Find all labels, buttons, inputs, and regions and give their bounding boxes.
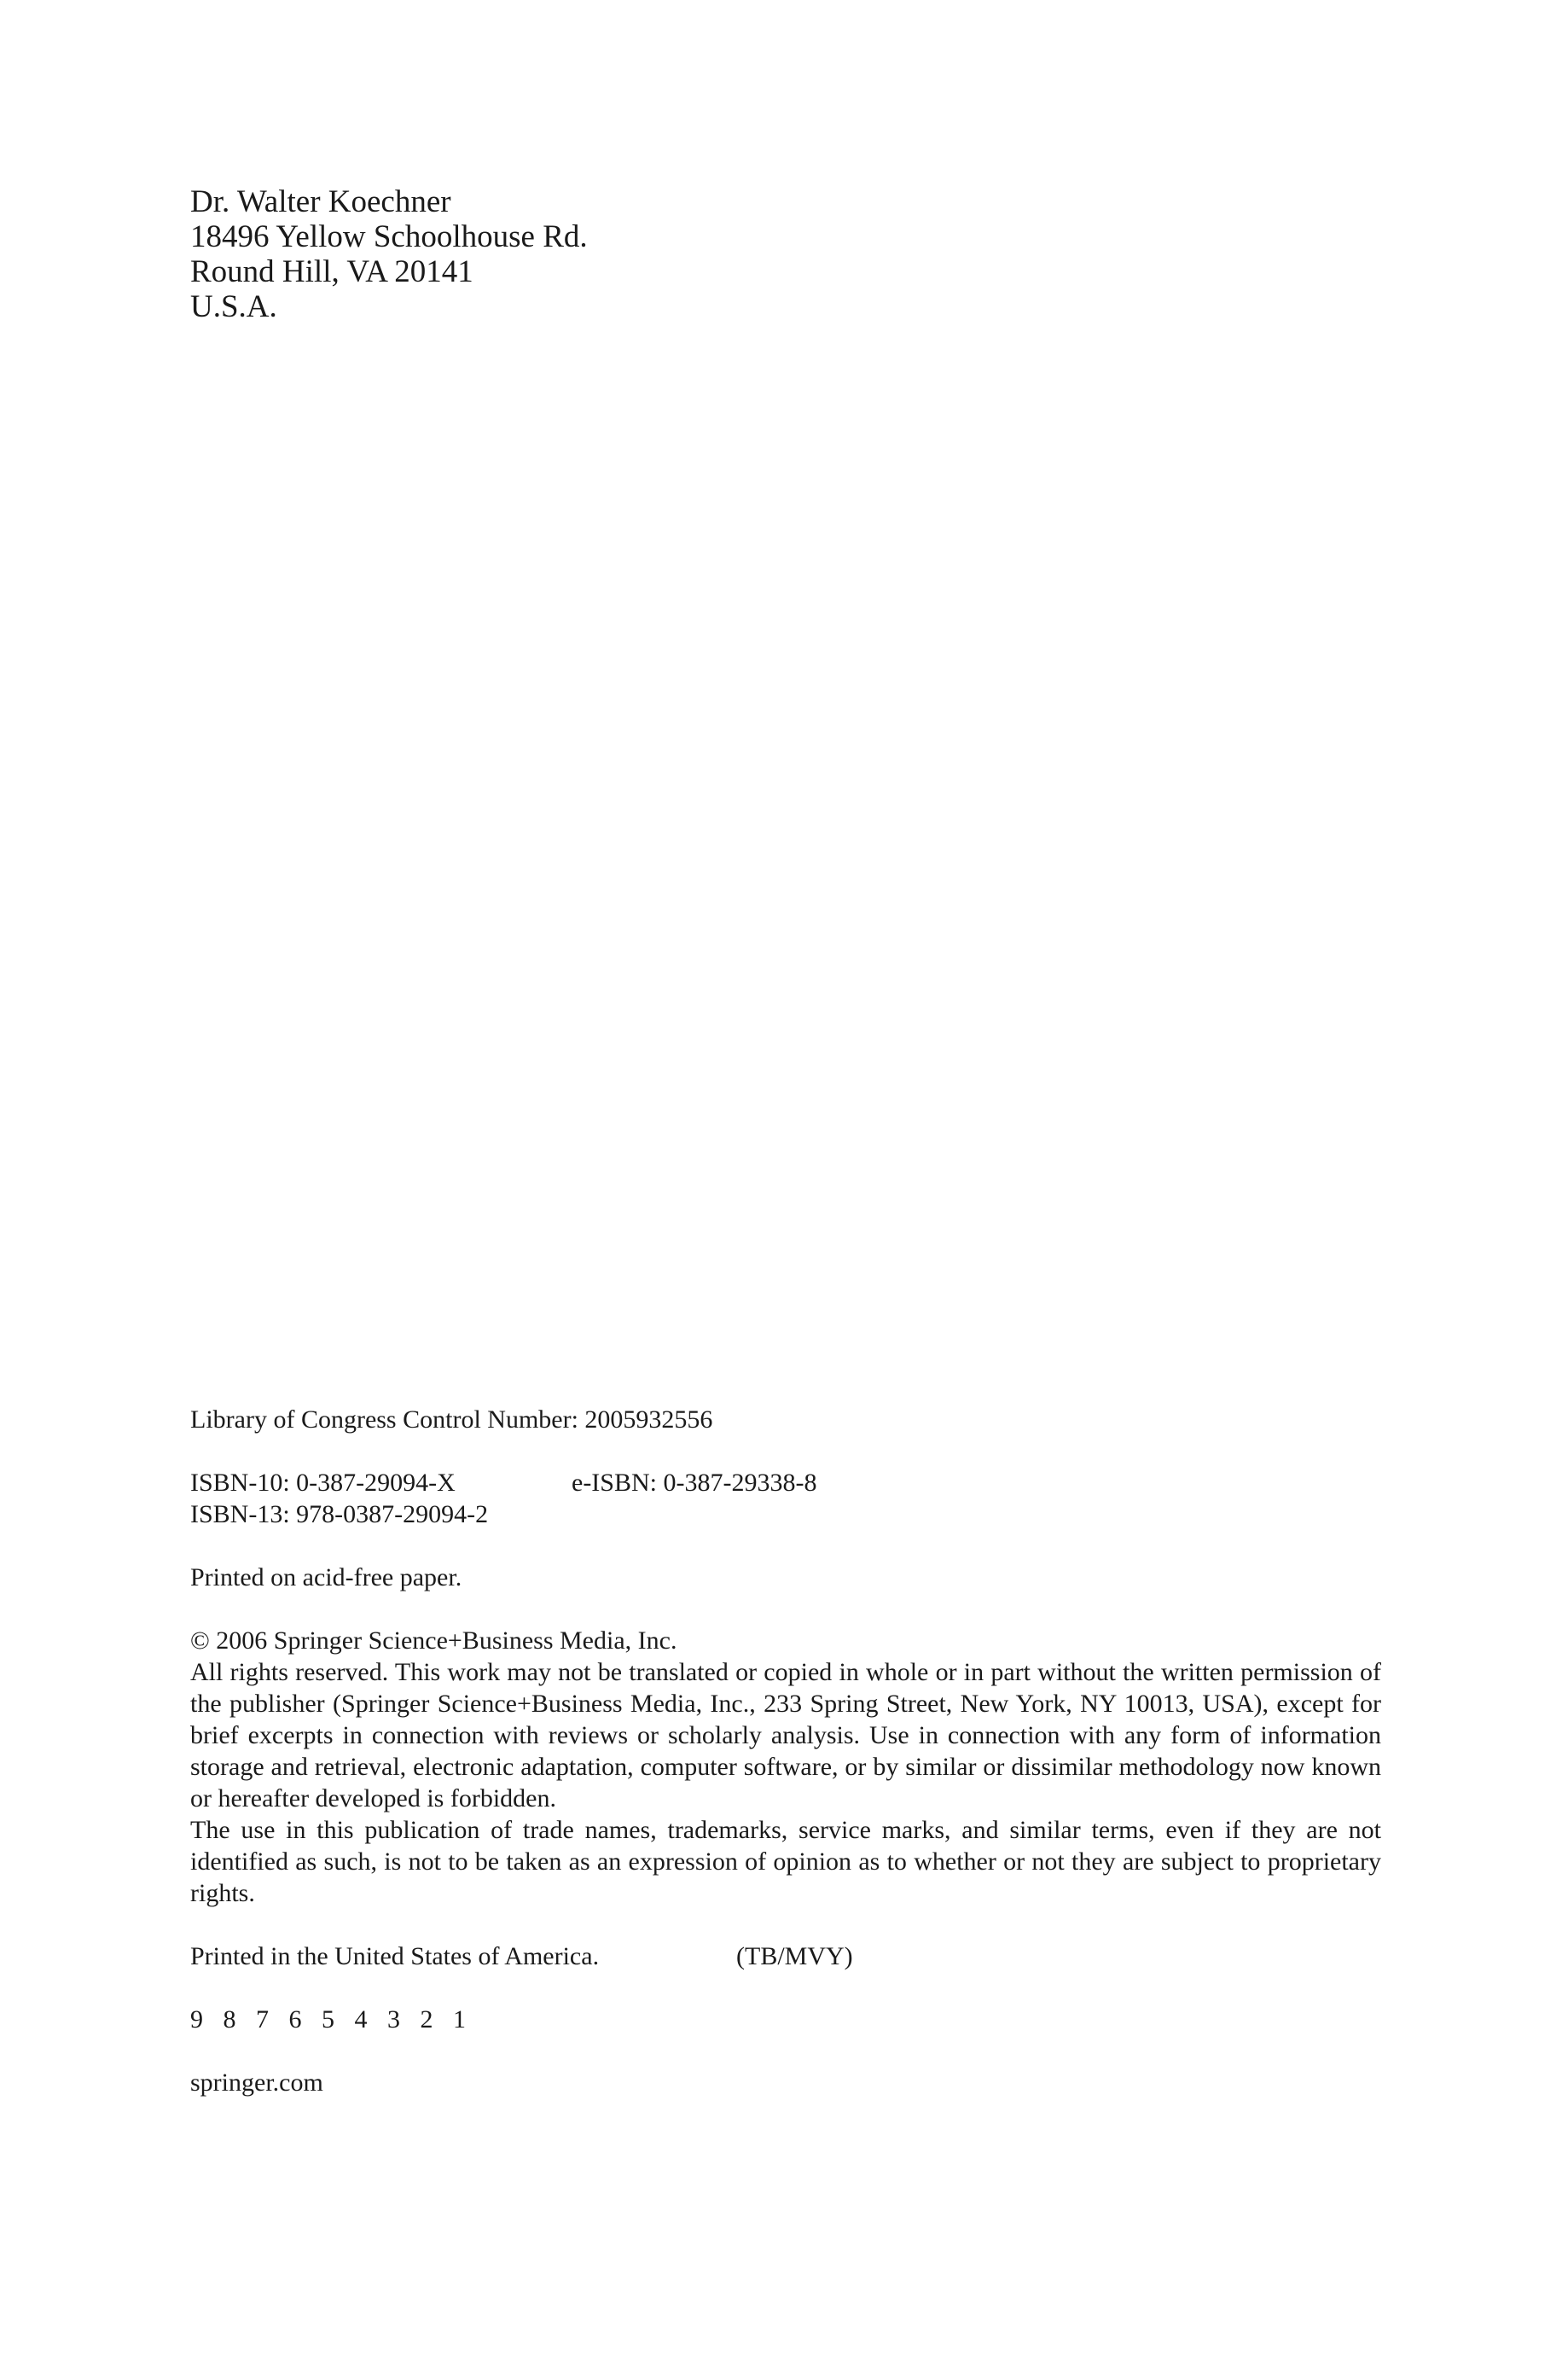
lccn-line: Library of Congress Control Number: 2005932556	[190, 1405, 713, 1434]
address-country: U.S.A.	[190, 289, 277, 324]
eisbn: e-ISBN: 0-387-29338-8	[572, 1469, 817, 1497]
rights-paragraph: All rights reserved. This work may not be translated or copied in whole or in part without the written permission of the publisher (Springer Science+Business Media, Inc., 233 Spring Street, New York, NY 10013, USA), except for brief excerpts in connection with reviews or scholarly analysis. Use in connection with any form of information storage and retrieval, electronic adaptation, computer software, or by similar or dissimilar methodology now known or hereafter developed is forbidden.	[190, 1658, 1381, 1812]
address-street: 18496 Yellow Schoolhouse Rd.	[190, 219, 588, 254]
imprint-block	[190, 1404, 1385, 2098]
paper-note: Printed on acid-free paper.	[190, 1563, 462, 1591]
isbn10: ISBN-10: 0-387-29094-X	[190, 1469, 456, 1497]
trademarks-paragraph: The use in this publication of trade names, trademarks, service marks, and similar terms, even if they are not identified as such, is not to be taken as an expression of opinion as to whether or not they are subject to proprietary rights.	[190, 1816, 1381, 1907]
author-address	[190, 184, 588, 324]
printed-in-country: Printed in the United States of America.	[190, 1942, 600, 1970]
isbn13: ISBN-13: 978-0387-29094-2	[190, 1500, 489, 1528]
website: springer.com	[190, 2068, 323, 2097]
author-name: Dr. Walter Koechner	[190, 184, 451, 219]
copyright-line: © 2006 Springer Science+Business Media, Inc.	[190, 1626, 677, 1655]
address-city: Round Hill, VA 20141	[190, 254, 473, 289]
printer-code: (TB/MVY)	[736, 1942, 853, 1970]
isbn-row	[190, 1467, 1385, 1498]
print-line: 9 8 7 6 5 4 3 2 1	[190, 2005, 473, 2033]
printed-in-row	[190, 1940, 1385, 1972]
